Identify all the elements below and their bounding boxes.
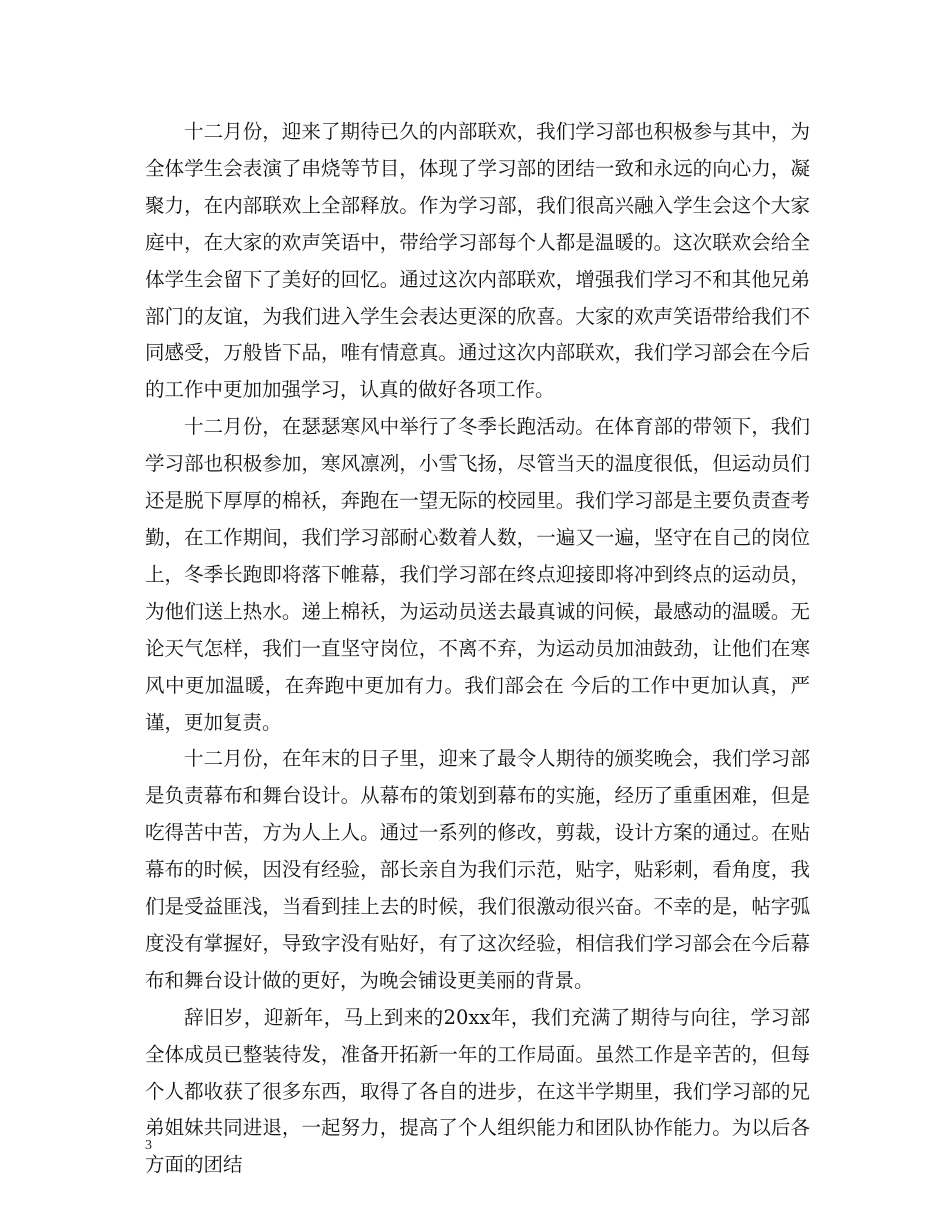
paragraph-3: 十二月份，在年末的日子里，迎来了最令人期待的颁奖晚会，我们学习部是负责幕布和舞台设计。从幕布的策划到幕布的实施，经历了重重困难，但是吃得苦中苦，方为人上人。通过一系列的修改，剪裁，设计方案的通过。在贴幕布的时候，因没有经验，部长亲自为我们示范，贴字，贴彩刺，看角度，我们是受益匪浅，当看到挂上去的时候，我们很激动很兴奋。不幸的是，帖字弧度没有掌握好，导致字没有贴好，有了这次经验，相信我们学习部会在今后幕布和舞台设计做的更好，为晚会铺设更美丽的背景。: [145, 747, 810, 992]
page-number: 3: [145, 1138, 152, 1153]
paragraph-1: 十二月份，迎来了期待已久的内部联欢，我们学习部也积极参与其中，为全体学生会表演了串烧等节目，体现了学习部的团结一致和永远的向心力，凝聚力，在内部联欢上全部释放。作为学习部，我们很高兴融入学生会这个大家庭中，在大家的欢声笑语中，带给学习部每个人都是温暖的。这次联欢会给全体学生会留下了美好的回忆。通过这次内部联欢，增强我们学习不和其他兄弟部门的友谊，为我们进入学生会表达更深的欣喜。大家的欢声笑语带给我们不同感受，万般皆下品，唯有情意真。通过这次内部联欢，我们学习部会在今后的工作中更加加强学习，认真的做好各项工作。: [145, 120, 810, 402]
paragraph-4: 辞旧岁，迎新年，马上到来的20xx年，我们充满了期待与向往，学习部全体成员已整装待发，准备开拓新一年的工作局面。虽然工作是辛苦的，但每个人都收获了很多东西，取得了各自的进步，在这半学期里，我们学习部的兄弟姐妹共同进退，一起努力，提高了个人组织能力和团队协作能力。为以后各方面的团结: [145, 1005, 810, 1177]
paragraph-2: 十二月份，在瑟瑟寒风中举行了冬季长跑活动。在体育部的带领下，我们学习部也积极参加，寒风凛冽，小雪飞扬，尽管当天的温度很低，但运动员们还是脱下厚厚的棉袄，奔跑在一望无际的校园里。我们学习部是主要负责查考勤，在工作期间，我们学习部耐心数着人数，一遍又一遍，坚守在自己的岗位上，冬季长跑即将落下帷幕，我们学习部在终点迎接即将冲到终点的运动员，为他们送上热水。递上棉袄，为运动员送去最真诚的问候，最感动的温暖。无论天气怎样，我们一直坚守岗位，不离不弃，为运动员加油鼓劲，让他们在寒风中更加温暖，在奔跑中更加有力。我们部会在 今后的工作中更加认真，严谨，更加复责。: [145, 415, 810, 734]
document-body: [145, 114, 810, 1184]
